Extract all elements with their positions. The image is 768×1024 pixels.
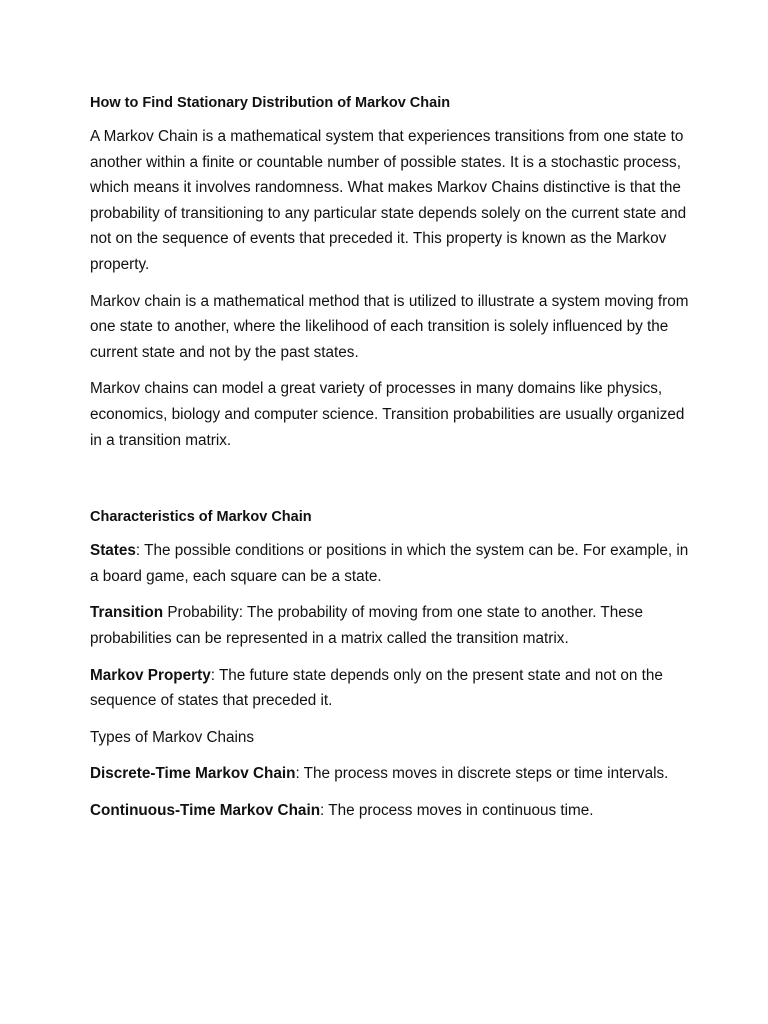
intro-paragraph-3: Markov chains can model a great variety of processes in many domains like physics, economics, biology and computer science. Transition probabilities are usually organized in a transition matrix.	[90, 380, 685, 449]
document-page	[90, 93, 690, 834]
section-spacer	[90, 464, 690, 507]
characteristics-heading: Characteristics of Markov Chain	[90, 509, 312, 526]
type-discrete-time	[90, 761, 690, 787]
type-term: Continuous-Time Markov Chain	[90, 801, 321, 819]
type-term: Discrete-Time Markov Chain	[90, 765, 296, 783]
type-continuous-time	[90, 798, 690, 824]
characteristic-term: Transition	[90, 604, 164, 622]
types-heading: Types of Markov Chains	[90, 728, 255, 746]
characteristic-states	[90, 538, 690, 589]
characteristic-text: : The possible conditions or positions in which the system can be. For example, in a board game, each square can be a state.	[90, 542, 689, 585]
characteristic-term: States	[90, 542, 136, 560]
intro-paragraph-1: A Markov Chain is a mathematical system that experiences transitions from one state to another within a finite or countable number of possible states. It is a stochastic process, which means it involves randomness. What makes Markov Chains distinctive is that the probability of transitioning to any particular state depends solely on the current state and not on the sequence of events that preceded it. This property is known as the Markov property.	[90, 128, 687, 273]
characteristic-text: Probability: The probability of moving from one state to another. These probabilities can be represented in a matrix called the transition matrix.	[90, 604, 643, 647]
characteristic-term: Markov Property	[90, 666, 211, 684]
characteristic-transition	[90, 600, 690, 651]
intro-paragraph-2: Markov chain is a mathematical method that is utilized to illustrate a system moving from one state to another, where the likelihood of each transition is solely influenced by the current state and not by the past states.	[90, 292, 689, 361]
type-text: : The process moves in discrete steps or time intervals.	[295, 765, 669, 783]
document-title: How to Find Stationary Distribution of Markov Chain	[90, 95, 451, 111]
characteristic-markov-property	[90, 663, 690, 714]
type-text: : The process moves in continuous time.	[320, 801, 594, 819]
characteristic-text: : The future state depends only on the present state and not on the sequence of states that preceded it.	[90, 666, 663, 710]
